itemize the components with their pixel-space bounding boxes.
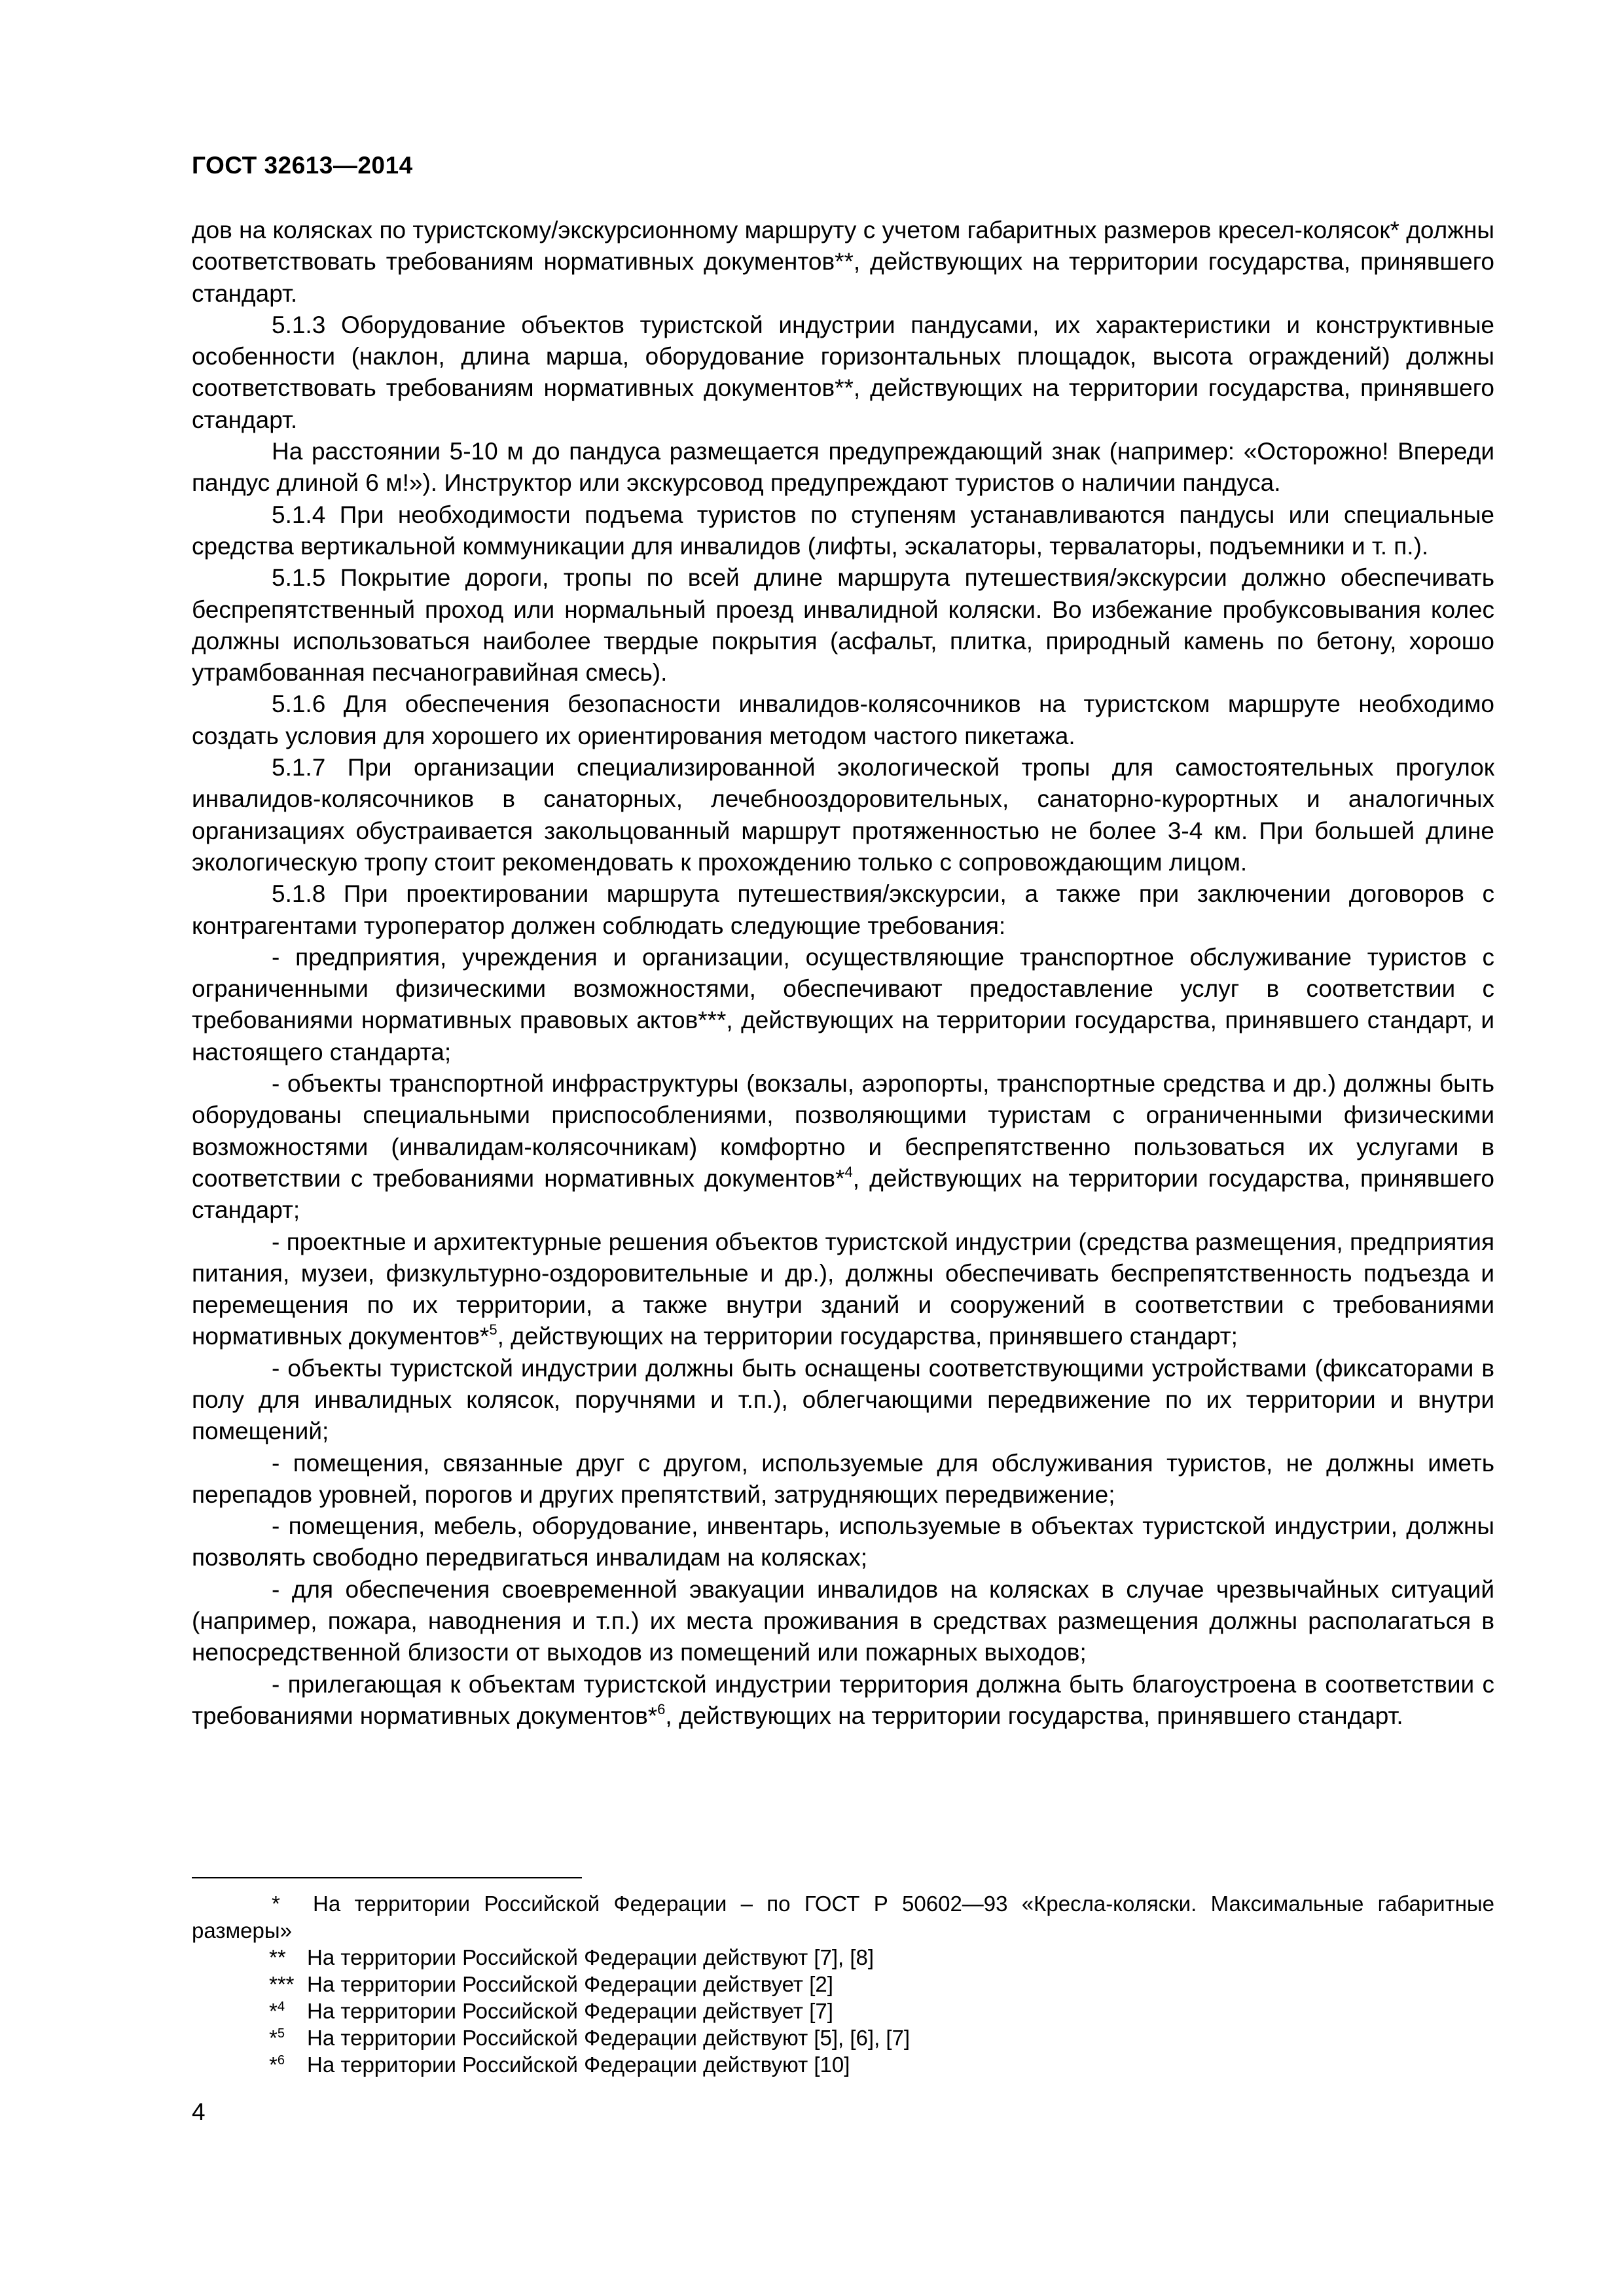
paragraph-5-1-8: 5.1.8 При проектировании маршрута путешествия/экскурсии, а также при заключении договоров с контрагентами туроператор должен соблюдать следующие требования: <box>192 880 1494 939</box>
footnote <box>192 1998 1494 2024</box>
footnote-mark-symbol: *** <box>269 1972 295 1996</box>
list-item: - предприятия, учреждения и организации, осуществляющие транспортное обслуживание туристов с ограниченными физическими возможностями, обеспечивают предоставление услуг в соответствии с требованиями нормативных правовых актов***, действующих на территории государства, принявшего стандарт, и настоящего стандарта; <box>192 943 1494 1066</box>
footnote-text: На территории Российской Федерации действует [2] <box>307 1972 833 1996</box>
footnote <box>192 1971 1494 1998</box>
paragraph-5-1-7: 5.1.7 При организации специализированной экологической тропы для самостоятельных прогулок инвалидов-колясочников в санаторных, лечебнооздоровительных, санаторно-курортных и аналогичных организациях обустраивается закольцованный маршрут протяженностью не более 3-4 км. При большей длине экологическую тропу стоит рекомендовать к прохождению только с сопровождающим лицом. <box>192 754 1494 876</box>
footnote-text: На территории Российской Федерации – по ГОСТ Р 50602—93 «Кресла-коляски. Максимальные габаритные размеры» <box>192 1892 1494 1943</box>
footnote-ref: 6 <box>657 1700 666 1717</box>
page-number: 4 <box>192 2098 206 2125</box>
list-item-text: , действующих на территории государства, принявшего стандарт; <box>497 1323 1238 1350</box>
footnote <box>192 2024 1494 2051</box>
paragraph-5-1-6: 5.1.6 Для обеспечения безопасности инвалидов-колясочников на туристском маршруте необходимо создать условия для хорошего их ориентирования методом частого пикетажа. <box>192 691 1494 749</box>
list-item-text: , действующих на территории государства, принявшего стандарт. <box>665 1702 1403 1729</box>
footnote-text: На территории Российской Федерации действуют [10] <box>307 2053 850 2077</box>
footnote-mark <box>269 1971 307 1998</box>
footnote-mark: * <box>272 1892 280 1916</box>
list-item: - для обеспечения своевременной эвакуации инвалидов на колясках в случае чрезвычайных ситуаций (например, пожара, наводнения и т.п.) их места проживания в средствах размещения должны располагаться в непосредственной близости от выходов из помещений или пожарных выходов; <box>192 1575 1494 1666</box>
list-item-text: , действующих на территории государства, принявшего стандарт; <box>192 1164 1494 1224</box>
footnote-mark <box>269 2051 307 2078</box>
footnote-text: На территории Российской Федерации действует [7] <box>307 1999 833 2023</box>
paragraph-ramp-sign: На расстоянии 5-10 м до пандуса размещается предупреждающий знак (например: «Осторожно! Впереди пандус длиной 6 м!»). Инструктор или экскурсовод предупреждают туристов о наличии пандуса. <box>192 438 1494 497</box>
list-item-text: - проектные и архитектурные решения объектов туристской индустрии (средства размещения, предприятия питания, музеи, физкультурно-оздоровительные и др.), должны обеспечивать беспрепятственность подъезда и перемещения по их территории, а также внутри зданий и сооружений в соответствии с требованиями нормативных документов* <box>192 1228 1494 1350</box>
footnote <box>192 2051 1494 2078</box>
footnote-mark-symbol: * <box>269 1999 278 2023</box>
list-item <box>192 1669 1494 1732</box>
footnotes <box>192 1890 1494 2078</box>
footnote <box>192 1890 1494 1944</box>
paragraph: дов на колясках по туристскому/экскурсионному маршруту с учетом габаритных размеров кресел-колясок* должны соответствовать требованиям нормативных документов**, действующих на территории государства, принявшего стандарт. <box>192 217 1494 307</box>
footnote-ref: 4 <box>844 1163 853 1180</box>
paragraph-5-1-5: 5.1.5 Покрытие дороги, тропы по всей длине маршрута путешествия/экскурсии должно обеспечивать беспрепятственный проход или нормальный проезд инвалидной коляски. Во избежание пробуксовывания колес должны использоваться наиболее твердые покрытия (асфальт, плитка, природный камень по бетону, хорошо утрамбованная песчаногравийная смесь). <box>192 564 1494 687</box>
footnote-mark-symbol: * <box>269 2053 278 2077</box>
paragraph-5-1-4: 5.1.4 При необходимости подъема туристов по ступеням устанавливаются пандусы или специальные средства вертикальной коммуникации для инвалидов (лифты, эскалаторы, тервалаторы, подъемники и т. п.). <box>192 501 1494 560</box>
list-item-text: - объекты транспортной инфраструктуры (вокзалы, аэропорты, транспортные средства и др.) должны быть оборудованы специальными приспособлениями, позволяющими туристам с ограниченными физическими возможностями (инвалидам-колясочникам) комфортно и беспрепятственно пользоваться их услугами в соответствии с требованиями нормативных документов* <box>192 1070 1494 1192</box>
footnote-mark <box>269 1998 307 2024</box>
footnote-divider <box>192 1877 582 1878</box>
list-item-text: - прилегающая к объектам туристской индустрии территория должна быть благоустроена в соответствии с требованиями нормативных документов* <box>192 1670 1494 1729</box>
footnote-mark-number: 4 <box>277 2000 285 2014</box>
list-item <box>192 1068 1494 1226</box>
footnote-mark-symbol: * <box>269 2026 278 2050</box>
footnote-mark-number: 6 <box>277 2053 285 2068</box>
paragraph-5-1-3: 5.1.3 Оборудование объектов туристской индустрии пандусами, их характеристики и конструктивные особенности (наклон, длина марша, оборудование горизонтальных площадок, высота ограждений) должны соответствовать требованиям нормативных документов**, действующих на территории государства, принявшего стандарт. <box>192 311 1494 433</box>
footnote-text: На территории Российской Федерации действуют [5], [6], [7] <box>307 2026 911 2050</box>
document-header: ГОСТ 32613—2014 <box>192 152 413 179</box>
footnote-ref: 5 <box>489 1321 497 1338</box>
footnote-mark-number: 5 <box>277 2026 285 2041</box>
footnote-mark-symbol: ** <box>269 1945 286 1969</box>
footnote <box>192 1944 1494 1971</box>
footnote-mark <box>269 1944 307 1971</box>
list-item <box>192 1227 1494 1353</box>
footnote-mark <box>269 2024 307 2051</box>
main-text <box>192 215 1494 1732</box>
footnote-text: На территории Российской Федерации действуют [7], [8] <box>307 1945 875 1969</box>
list-item: - объекты туристской индустрии должны быть оснащены соответствующими устройствами (фиксаторами в полу для инвалидных колясок, поручнями и т.п.), облегчающими передвижение по их территории и внутри помещений; <box>192 1354 1494 1445</box>
list-item: - помещения, мебель, оборудование, инвентарь, используемые в объектах туристской индустрии, должны позволять свободно передвигаться инвалидам на колясках; <box>192 1513 1494 1571</box>
list-item: - помещения, связанные друг с другом, используемые для обслуживания туристов, не должны иметь перепадов уровней, порогов и других препятствий, затрудняющих передвижение; <box>192 1449 1494 1508</box>
